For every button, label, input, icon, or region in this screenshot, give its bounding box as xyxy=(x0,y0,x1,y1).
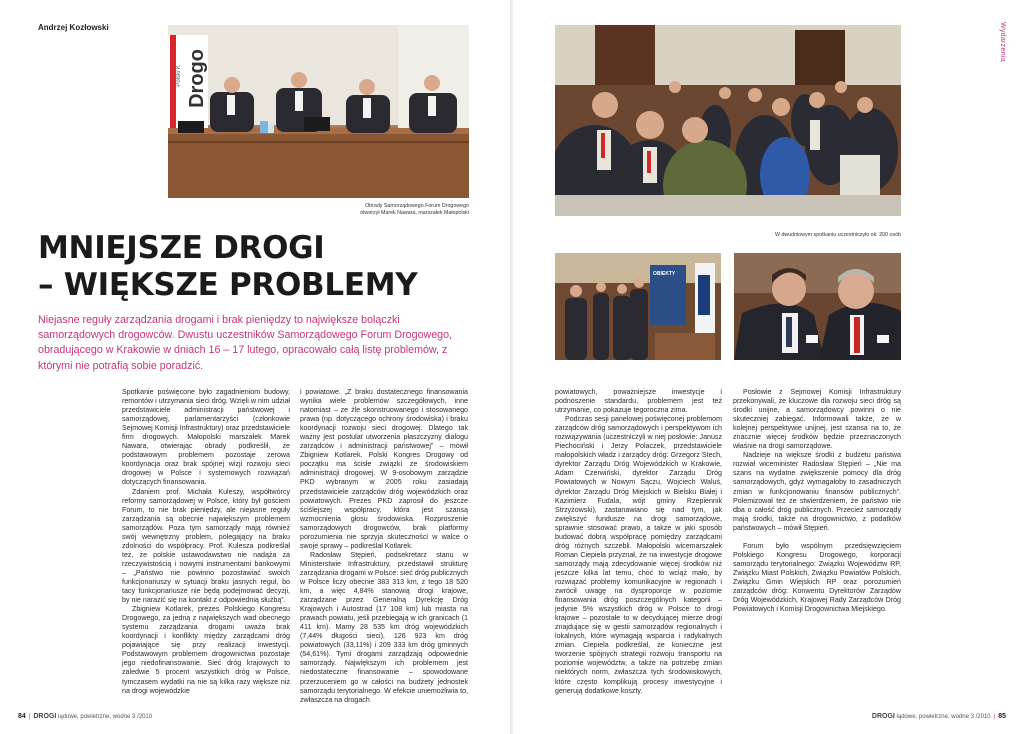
caption-line: otworzył Marek Nawara, marszałek Małopolski xyxy=(360,209,469,216)
photo-exhibition xyxy=(555,253,721,360)
paragraph: Forum było wspólnym przedsięwzięciem Polskiego Kongresu Drogowego, korporacji samorządu terytorialnego: Związku Województw RP, Związku Miast Polskich, Związku Powiatów Polskich, Związku Gmin Wiejskich RP oraz porozumień zarządców dróg: Konwentu Dyrektorów Zarządów Dróg Wojewódzkich, Krajowej Rady Zarządców Dróg Powiatowych i Komisji Drogownictwa Miejskiego. xyxy=(733,541,901,614)
photo-caption xyxy=(320,203,469,216)
footer-left: 84 | DROGI lądowe, powietrzne, wodne 3 /2010 xyxy=(18,713,153,720)
section-label: Wydarzenia xyxy=(999,22,1006,62)
exhibition-image xyxy=(555,253,721,360)
banner-text: Drogo xyxy=(186,49,208,108)
paragraph: i powiatowe. „Z braku dostatecznego finansowania wynika wiele problemów szczegółowych, inne natomiast – ze źle skonstruowanego i stosowanego prawa (np. dotyczącego ochrony środowiska) i braku koordynacji rozwoju sieci drogowej. Dlatego tak ważny jest postulat utworzenia płaszczyzny dialogu zarządców i administracji państwowej” – mówił Zbigniew Kotlarek. Polski Kongres Drogowy od początku ma ścisłe związki ze środowiskiem administracji drogowej. W 9-osobowym zarządzie PKD wybranym w 2005 roku zasiadają przedstawiciele zarządców dróg wojewódzkich oraz powiatowych. Prezes PKD zaprosił do jeszcze ściślejszej współpracy, która jest szansą wzmocnienia głosu środowiska. Rozproszenie samorządowych drogowców, brak platformy porozumienia nie sprzyja skuteczności w walce o swoje sprawy – podkreślał Kotlarek. xyxy=(300,388,468,550)
photo-audience xyxy=(555,25,901,216)
paragraph: Spotkanie poświęcone było zagadnieniom budowy, remontów i utrzymania sieci dróg. Wzięli w nim udział przedstawiciele administracji państwowej i samorządowej, parlamentarzyści (członkowie Sejmowej Komisji Infrastruktury) oraz przedstawiciele firm drogowych. Małopolski marszałek Marek Nawara, otwierając obrady podkreślił, że podstawowym problemem pozostaje zerowa koordynacja oraz brak spójnej wizji rozwoju sieci drogowej w Polsce i systemowych rozwiązań dotyczących finansowania. xyxy=(122,388,290,487)
caption-line: Obrady Samorządowego Forum Drogowego xyxy=(365,203,469,209)
footer-right: DROGI lądowe, powietrzne, wodne 3 /2010 | 85 xyxy=(871,713,1006,720)
page-number: 85 xyxy=(998,713,1006,720)
presidium-image xyxy=(168,25,469,198)
photo-parliamentarians xyxy=(734,253,901,360)
paragraph: Zbigniew Kotlarek, prezes Polskiego Kongresu Drogowego, za jedną z największych wad obecnego systemu zarządzania drogami uważa brak koordynacji i konflikty między zarządcami dróg pojawiające się przy realizacji inwestycji. Podstawowym problemem drogownictwa pozostaje jego niedofinansowanie. Sieć dróg krajowych to zaledwie 5 procent wszystkich dróg w Polsce, tymczasem wydatki na nie są kilka razy większe niż na drogi wojewódzkie xyxy=(122,605,290,695)
headline-line: MNIEJSZE DROGI xyxy=(38,230,325,266)
paragraph: Zdaniem prof. Michała Kuleszy, współtwórcy reformy samorządowej w Polsce, który był gościem Forum, to nie brak pieniędzy, ale niejasne reguły zarządzania są obecnie największym problemem samorządów. Poza tym samorządy mają również swój wewnętrzny problem, polegający na braku zdolności do współpracy. Prof. Kulesza podkreślał też, że polskie ustawodawstwo nie nadąża za rzeczywistością i nowymi instrumentami bankowymi – „Państwo nie powinno pozostawiać swoich funkcjonariuszy w sytuacji braku jasnych reguł, bo tacy funkcjonariusze nie będą podejmować decyzji, by nie narazić się na kontakt z odpowiednią służbą”. xyxy=(122,487,290,605)
stand-text: OBIEKTY xyxy=(653,271,676,277)
footer-meta: lądowe, powietrzne, wodne xyxy=(57,714,131,720)
right-page xyxy=(514,0,1024,734)
left-page xyxy=(0,0,510,734)
author-name: Andrzej Kozłowski xyxy=(38,23,109,32)
footer-brand: DROGI xyxy=(871,713,895,720)
headline xyxy=(38,230,478,304)
parliamentarians-image xyxy=(734,253,901,360)
footer-meta: lądowe, powietrzne, wodne xyxy=(896,714,969,720)
audience-image xyxy=(555,25,901,216)
paragraph: Radosław Stępień, podsekretarz stanu w Ministerstwie Infrastruktury, przedstawił strukturę zarządzania drogami w Polsce: sieć dróg publicznych w Polsce liczy obecnie 383 313 km, z tego 18 520 km, a więc 4,84% stanowią drogi krajowe, zarządzane przez Generalną Dyrekcję Dróg Krajowych i Autostrad (17 108 km) lub miasta na prawach powiatu, jeśli przebiegają w ich granicach (1 411 km). Mamy 28 535 km dróg wojewódzkich (7,44% długości sieci), 126 923 km dróg powiatowych (33,11%) i 209 333 km dróg gminnych (54,61%). Tymi drogami zarządzają odpowiednie samorządy. Największym ich problemem jest niedostateczne finansowanie – spowodowane przerzuceniem go w całości na budżety jednostek samorządu terytorialnego. W efekcie uniemożliwia to, zwłaszcza na drogach xyxy=(300,550,468,704)
headline-line: – WIĘKSZE PROBLEMY xyxy=(38,267,418,303)
lead-paragraph: Niejasne reguły zarządzania drogami i brak pieniędzy to największe bolączki samorządowych drogowców. Dwustu uczestników Samorządowego Forum Drogowego, obradującego w Krakowie w dniach 16 – 17 lutego, opracowało całą listę problemów, z którymi nie potrafią sobie poradzić. xyxy=(38,314,453,372)
banner-small: Polski K xyxy=(176,65,182,87)
photo-presidium xyxy=(168,25,469,198)
column-4 xyxy=(733,388,901,614)
paragraph: Podczas sesji panelowej poświęconej problemom zarządców dróg samorządowych i perspektywom ich rozwiązywania (uczestniczyli w niej posłowie: Janusz Piechociński i Jerzy Polaczek, przedstawiciele małopolskich władz i zarządcy dróg: Grzegorz Stech, dyrektor Zarządu Dróg Wojewódzkich w Krakowie, Adam Czerwiński, dyrektor Zarządu Dróg Powiatowych w Nowym Sączu, Wojciech Waluś, dyrektor Zarządu Dróg Miejskich w Bielsku Białej i Kazimierz Fudala, wójt gminy Rzepiennik Strzyżowski), zastanawiano się nad tym, jak zwiększyć fundusze na drogi samorządowe, sprawnie stosować prawo, a także w jaki sposób budować dobrą współpracę pomiędzy zarządcami dróg różnych szczebli. Małopolski wicemarszałek Roman Ciepiela przyznał, że na inwestycje drogowe samorządy mają zdecydowanie więcej środków niż jeszcze kilka lat temu, choć to wciąż mało, by rozwiązać problemy komunikacyjne w regionach i zwrócił uwagę na dysproporcje w poziomie finansowania dróg poszczególnych kategorii – jedynie 5% wszystkich dróg w Polsce to drogi krajowe – pozostałe to w decydującej mierze drogi znajdujące się w gestii samorządów regionalnych i lokalnych, które wymagają wsparcia i radykalnych zmian. Ciepiela podkreślał, że konieczne jest tworzenie spójnych strategii rozwoju transportu na poziomie województw, a także na potrzebę zmian niektórych norm, zwłaszcza tych środowiskowych, które często komplikują procesy inwestycyjne i generują dodatkowe koszty. xyxy=(555,415,722,695)
footer-issue: 3 /2010 xyxy=(970,714,991,720)
column-1 xyxy=(122,388,290,696)
photo-caption: W dwudniowym spotkaniu uczestniczyło ok. 200 osób xyxy=(774,232,901,238)
column-3 xyxy=(555,388,722,696)
paragraph: powiatowych, poważniejsze inwestycje i podnoszenie standardu, problemem jest też utrzymanie, co pokazuje tegoroczna zima. xyxy=(555,388,722,415)
column-2 xyxy=(300,388,468,705)
footer-brand: DROGI xyxy=(33,713,57,720)
footer-issue: 3 /2010 xyxy=(132,714,153,720)
page-number: 84 xyxy=(18,713,26,720)
paragraph: Posłowie z Sejmowej Komisji Infrastruktury przekonywali, że kluczowe dla rozwoju sieci dróg są środki unijne, a samorządowcy powinni o nie skuteczniej zabiegać. Informowali także, że w kolejnej perspektywie unijnej, jest szansa na to, że znacznie więcej środków będzie przeznaczonych właśnie na drogi samorządowe. xyxy=(733,388,901,451)
paragraph: Nadzieje na większe środki z budżetu państwa rozwiał wiceminister Radosław Stępień – „Nie ma szans na wydatne zwiększenie pomocy dla dróg samorządowych, gdyż wymagałoby to zasadniczych zmian w funkcjonowaniu finansów publicznych”. Polemizował też ze stwierdzeniem, że państwo nie dba o całość dróg publicznych. Przecież samorządy mają środki, także na drogownictwo, z podatków państwowych – mówił Stępień. xyxy=(733,451,901,532)
